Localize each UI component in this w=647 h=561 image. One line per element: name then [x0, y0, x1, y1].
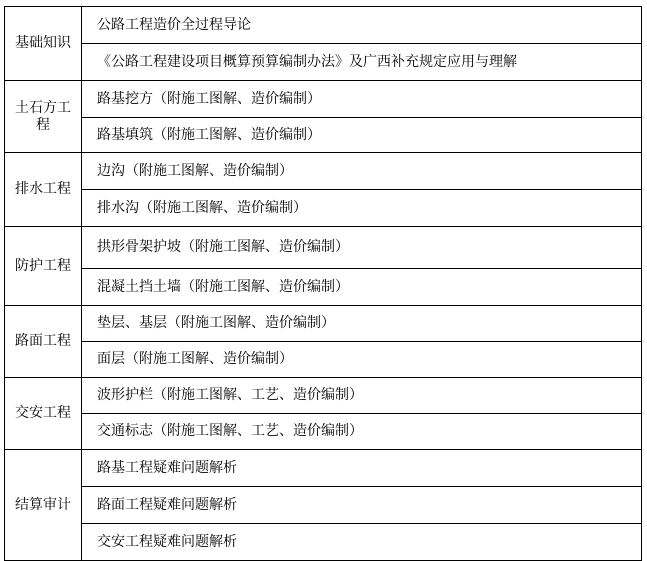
item-cell: 边沟（附施工图解、造价编制） — [82, 153, 642, 190]
item-cell: 排水沟（附施工图解、造价编制） — [82, 190, 642, 227]
item-cell: 路基挖方（附施工图解、造价编制） — [82, 81, 642, 118]
table-row — [5, 118, 642, 153]
table-row — [5, 81, 642, 118]
item-cell: 波形护栏（附施工图解、工艺、造价编制） — [82, 378, 642, 414]
category-cell-traffic-safety: 交安工程 — [5, 378, 82, 450]
item-cell: 公路工程造价全过程导论 — [82, 7, 642, 44]
table-row — [5, 227, 642, 269]
table-row — [5, 7, 642, 44]
table-row — [5, 269, 642, 306]
item-cell: 路基工程疑难问题解析 — [82, 450, 642, 487]
category-cell-protection: 防护工程 — [5, 227, 82, 306]
item-cell: 垫层、基层（附施工图解、造价编制） — [82, 306, 642, 342]
item-cell: 路基填筑（附施工图解、造价编制） — [82, 118, 642, 153]
item-cell: 交通标志（附施工图解、工艺、造价编制） — [82, 414, 642, 450]
table-row — [5, 190, 642, 227]
item-cell: 拱形骨架护坡（附施工图解、造价编制） — [82, 227, 642, 269]
category-cell-basics: 基础知识 — [5, 7, 82, 81]
category-cell-drainage: 排水工程 — [5, 153, 82, 227]
category-cell-earthwork: 土石方工程 — [5, 81, 82, 153]
item-cell: 面层（附施工图解、造价编制） — [82, 342, 642, 378]
table-row — [5, 342, 642, 378]
table-row — [5, 306, 642, 342]
table-row — [5, 524, 642, 561]
table-row — [5, 487, 642, 524]
table-row — [5, 153, 642, 190]
item-cell: 混凝土挡土墙（附施工图解、造价编制） — [82, 269, 642, 306]
item-cell: 路面工程疑难问题解析 — [82, 487, 642, 524]
category-cell-pavement: 路面工程 — [5, 306, 82, 378]
item-cell: 《公路工程建设项目概算预算编制办法》及广西补充规定应用与理解 — [82, 44, 642, 81]
category-cell-settlement-audit: 结算审计 — [5, 450, 82, 561]
item-cell: 交安工程疑难问题解析 — [82, 524, 642, 561]
table-row — [5, 378, 642, 414]
table-row — [5, 414, 642, 450]
table-row — [5, 450, 642, 487]
table-row — [5, 44, 642, 81]
course-table — [4, 6, 642, 561]
